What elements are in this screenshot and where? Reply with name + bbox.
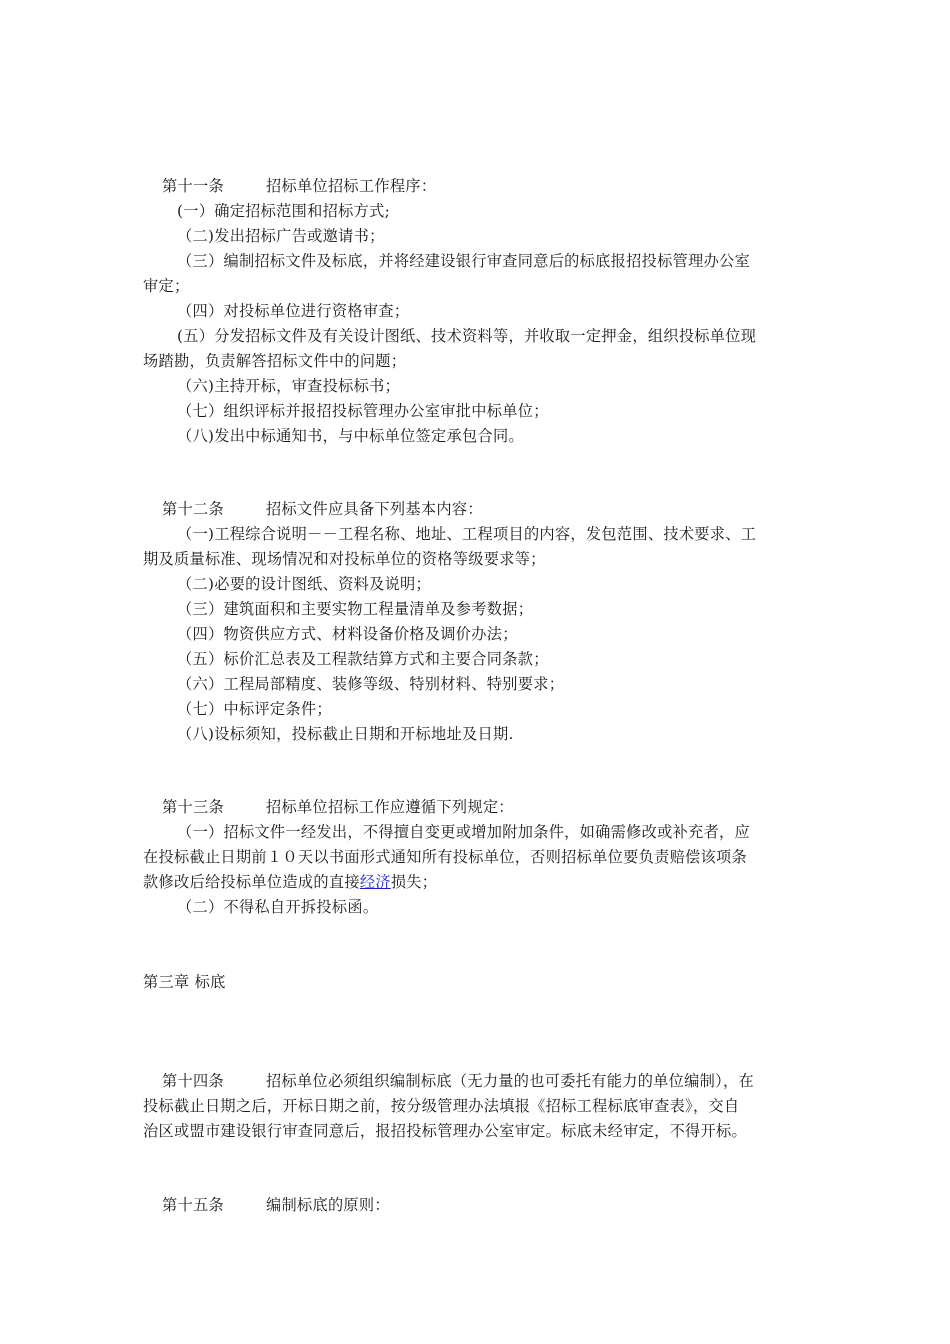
article-15-title: 编制标底的原则： bbox=[266, 1196, 390, 1214]
article-11-number: 第十一条 bbox=[162, 177, 224, 195]
article-11-item-3-cont: 审定； bbox=[143, 277, 190, 295]
article-13-item-1: （一）招标文件一经发出，不得擅自变更或增加附加条件，如确需修改或补充者，应 bbox=[177, 823, 751, 841]
article-13-line3-before: 款修改后给投标单位造成的直接 bbox=[143, 873, 360, 891]
article-12-item-1-cont: 期及质量标准、现场情况和对投标单位的资格等级要求等； bbox=[143, 550, 546, 568]
article-14-text-1: 招标单位必须组织编制标底（无力量的也可委托有能力的单位编制），在 bbox=[266, 1072, 754, 1090]
article-11-item-5: (五）分发招标文件及有关设计图纸、技术资料等，并收取一定押金，组织投标单位现 bbox=[177, 327, 757, 345]
article-13-item-2: （二）不得私自开拆投标函。 bbox=[177, 898, 379, 916]
article-13-number: 第十三条 bbox=[162, 798, 224, 816]
article-12-item-8: （八)设标须知，投标截止日期和开标地址及日期. bbox=[177, 725, 514, 743]
article-13-line3-after: 损失； bbox=[390, 873, 438, 891]
article-12-heading bbox=[162, 499, 483, 519]
article-11-title: 招标单位招标工作程序： bbox=[266, 177, 437, 195]
article-11-item-3: （三）编制招标文件及标底，并将经建设银行审查同意后的标底报招投标管理办公室 bbox=[177, 252, 751, 270]
article-14-number: 第十四条 bbox=[162, 1072, 224, 1090]
article-12-item-2: （二)必要的设计图纸、资料及说明； bbox=[177, 575, 432, 593]
article-11-item-4: （四）对投标单位进行资格审查； bbox=[177, 302, 410, 320]
article-13-item-1-cont: 在投标截止日期前１０天以书面形式通知所有投标单位，否则招标单位要负责赔偿该项条 bbox=[143, 848, 748, 866]
article-12-item-6: （六）工程局部精度、装修等级、特别材料、特别要求； bbox=[177, 675, 565, 693]
article-15-number: 第十五条 bbox=[162, 1196, 224, 1214]
article-11-item-2: （二)发出招标广告或邀请书； bbox=[177, 227, 385, 245]
article-15-heading bbox=[162, 1195, 390, 1215]
article-11-heading bbox=[162, 176, 436, 196]
article-13-title: 招标单位招标工作应遵循下列规定： bbox=[266, 798, 514, 816]
chapter-3-heading: 第三章 标底 bbox=[143, 973, 226, 991]
article-13-item-1-cont-2 bbox=[143, 872, 437, 892]
article-12-number: 第十二条 bbox=[162, 500, 224, 518]
article-12-item-5: （五）标价汇总表及工程款结算方式和主要合同条款； bbox=[177, 650, 549, 668]
article-11-item-7: （七）组织评标并报招投标管理办公室审批中标单位； bbox=[177, 402, 549, 420]
economy-link[interactable]: 经济 bbox=[359, 873, 391, 891]
article-11-item-5-cont: 场踏勘，负责解答招标文件中的问题； bbox=[143, 352, 407, 370]
article-14-text-2: 投标截止日期之后，开标日期之前，按分级管理办法填报《招标工程标底审查表》，交自 bbox=[143, 1097, 740, 1115]
article-14-heading bbox=[162, 1071, 754, 1091]
article-11-item-6: （六)主持开标，审查投标标书； bbox=[177, 377, 401, 395]
article-12-title: 招标文件应具备下列基本内容： bbox=[266, 500, 483, 518]
article-12-item-4: （四）物资供应方式、材料设备价格及调价办法； bbox=[177, 625, 518, 643]
article-14-text-3: 治区或盟市建设银行审查同意后，报招投标管理办公室审定。标底未经审定，不得开标。 bbox=[143, 1122, 748, 1140]
article-11-item-1: (一）确定招标范围和招标方式; bbox=[177, 202, 390, 220]
article-13-heading bbox=[162, 797, 514, 817]
article-12-item-3: （三）建筑面积和主要实物工程量清单及参考数据； bbox=[177, 600, 534, 618]
article-11-item-8: （八)发出中标通知书，与中标单位签定承包合同。 bbox=[177, 427, 524, 445]
article-12-item-7: （七）中标评定条件； bbox=[177, 700, 332, 718]
article-12-item-1: （一)工程综合说明－－工程名称、地址、工程项目的内容，发包范围、技术要求、工 bbox=[177, 525, 757, 543]
